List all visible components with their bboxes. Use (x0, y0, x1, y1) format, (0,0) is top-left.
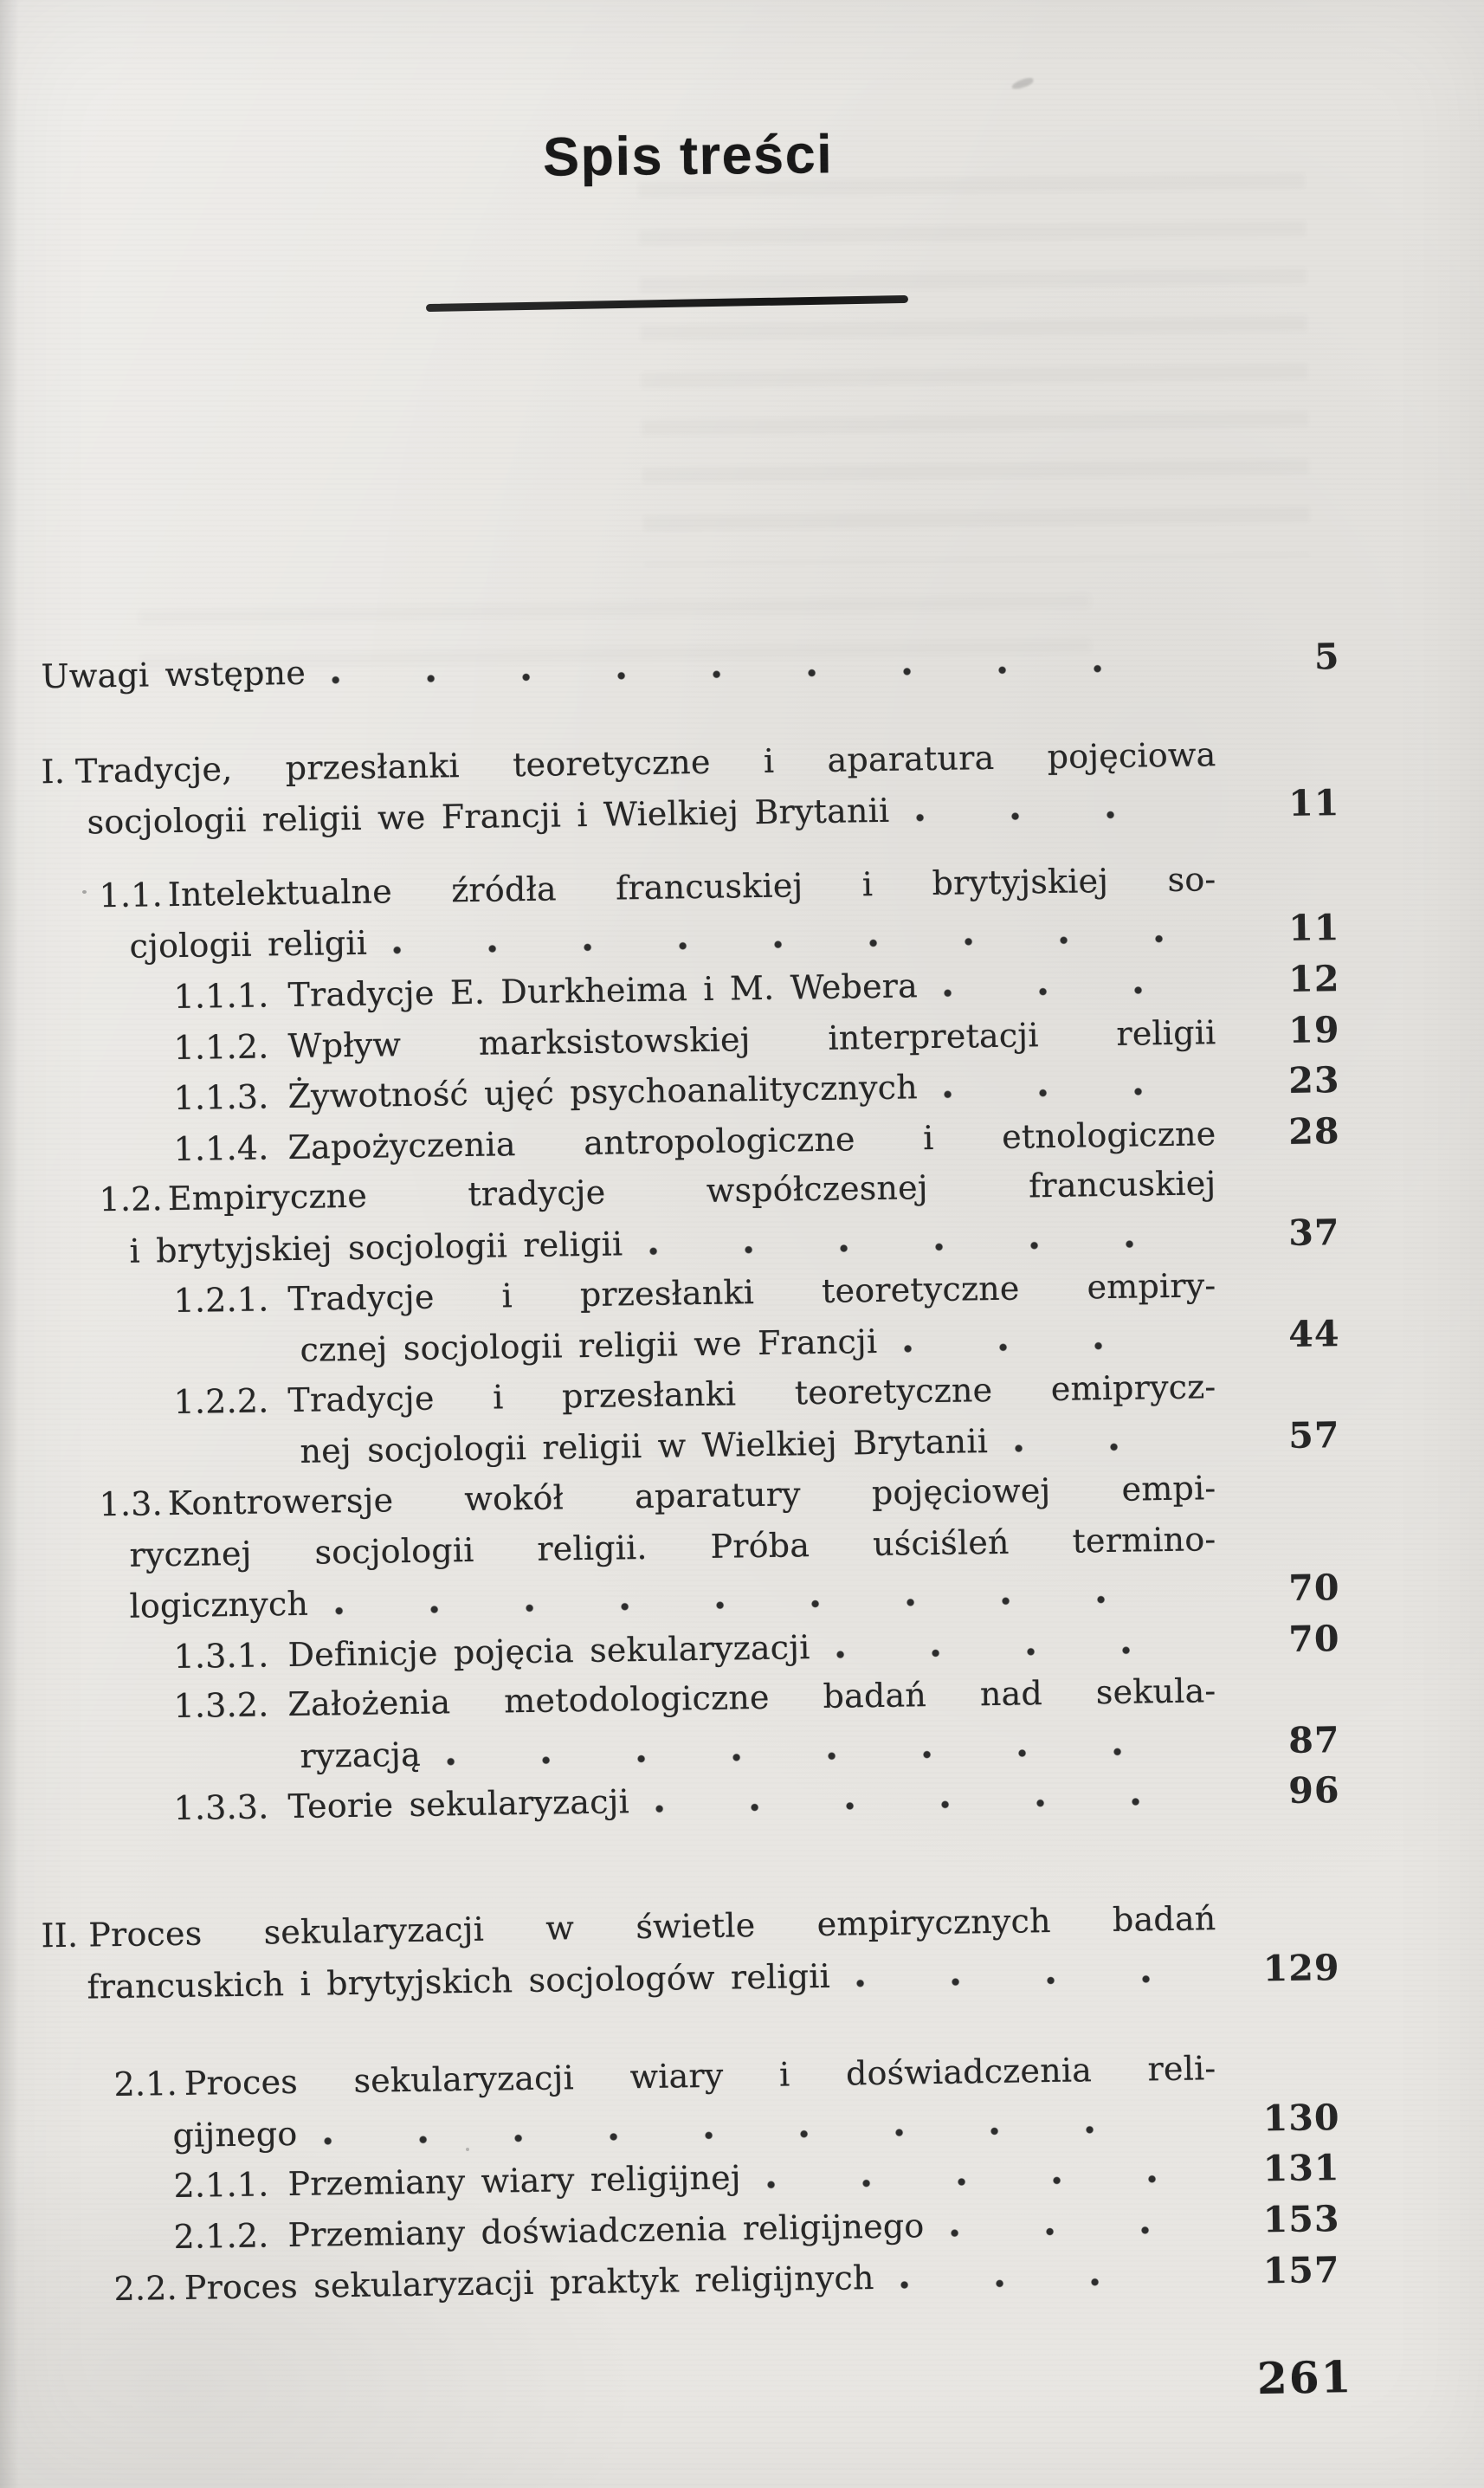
leader-dots (877, 1310, 1216, 1366)
entry-page-number: 11 (1287, 782, 1340, 825)
entry-page-number: 11 (1287, 907, 1340, 950)
entry-page-number (1216, 1396, 1340, 1398)
entry-number: 2.1.1. (173, 2165, 269, 2206)
entry-page-number (1216, 1548, 1340, 1550)
entry-number: 1.1.2. (173, 1026, 269, 1067)
entry-page-number: 23 (1287, 1059, 1340, 1102)
leader-dots (810, 1615, 1216, 1672)
entry-text: Intelektualne źródła francuskiej i brytyjskiej so- (167, 859, 1216, 914)
leader-dots (988, 1412, 1216, 1465)
entry-text: cznej socjologii religii we Francji (300, 1322, 878, 1369)
entry-number: II. (41, 1916, 79, 1955)
leader-dots (829, 1944, 1216, 2000)
entry-page-number (1216, 764, 1340, 766)
leader-dots (917, 1057, 1216, 1112)
entry-text: i brytyjskiej socjologii religii (129, 1225, 623, 1270)
entry-text: Żywotność ujęć psychoanalitycznych (287, 1068, 919, 1116)
entry-text: socjologii religii we Francji i Wielkiej Brytanii (87, 791, 890, 842)
leader-dots (740, 2145, 1216, 2203)
entry-number: 1.3.3. (173, 1787, 269, 1828)
entry-page-number: 70 (1287, 1617, 1340, 1660)
entry-text: logicznych (129, 1584, 309, 1625)
table-of-contents (0, 636, 1340, 2315)
leader-dots (924, 2195, 1216, 2251)
entry-text: francuskich i brytyjskich socjologów religii (87, 1956, 831, 2007)
entry-text: Tradycje, przesłanki teoretyczne i aparatura pojęciowa (74, 734, 1216, 791)
entry-number: 1.1.4. (173, 1128, 269, 1168)
leader-dots (874, 2246, 1216, 2302)
entry-page-number (1216, 1700, 1340, 1702)
entry-text: Przemiany wiary religijnej (287, 2158, 742, 2204)
entry-text: Definicje pojęcia sekularyzacji (287, 1627, 810, 1674)
entry-page-number: 37 (1287, 1211, 1340, 1254)
entry-page-number: 87 (1287, 1718, 1340, 1761)
entry-number: 1.1.3. (173, 1077, 269, 1118)
entry-number: 2.1.2. (173, 2216, 269, 2257)
entry-text: Tradycje E. Durkheima i M. Webera (287, 966, 919, 1015)
leader-dots (629, 1767, 1216, 1827)
entry-page-number (1216, 889, 1340, 890)
entry-number: 1.1.1. (173, 976, 269, 1016)
entry-page-number: 70 (1287, 1567, 1340, 1610)
entry-page-number (1216, 2078, 1340, 2079)
show-through-texture (638, 141, 1311, 566)
entry-text: Tradycje i przesłanki teoretyczne empiry- (287, 1265, 1216, 1318)
entry-page-number: 5 (1313, 636, 1340, 678)
entry-text: Założenia metodologiczne badań nad sekula- (287, 1671, 1216, 1724)
book-page-number: 261 (1256, 2351, 1353, 2404)
entry-number: 1.2.1. (173, 1279, 269, 1320)
entry-number: 1.3.1. (173, 1636, 269, 1676)
leader-dots (623, 1209, 1216, 1269)
entry-text: rycznej socjologii religii. Próba uściśleń termino- (129, 1519, 1216, 1574)
entry-text: Wpływ marksistowskiej interpretacji religii (287, 1012, 1216, 1065)
entry-page-number (1216, 1295, 1340, 1296)
entry-text: Proces sekularyzacji wiary i doświadczenia reli- (184, 2049, 1216, 2103)
entry-page-number (1216, 1497, 1340, 1499)
entry-page-number: 129 (1262, 1946, 1340, 1990)
entry-page-number: 131 (1262, 2147, 1340, 2190)
entry-number: 1.3. (99, 1484, 164, 1524)
entry-text: Teorie sekularyzacji (287, 1782, 630, 1826)
entry-text: cjologii religii (129, 924, 368, 966)
entry-text: Empiryczne tradycje współczesnej francuskiej (167, 1164, 1216, 1218)
entry-page-number: 44 (1287, 1313, 1340, 1356)
entry-text: Tradycje i przesłanki teoretyczne emiprycz- (287, 1367, 1216, 1419)
entry-number: 2.1. (113, 2065, 178, 2104)
entry-page-number: 96 (1287, 1769, 1340, 1813)
page-title: Spis treści (542, 124, 834, 188)
entry-page-number (1216, 1192, 1340, 1194)
entry-text: Proces sekularyzacji praktyk religijnych (184, 2258, 874, 2307)
entry-page-number (1216, 1928, 1340, 1929)
entry-page-number: 12 (1287, 958, 1340, 1000)
entry-number: 1.1. (99, 875, 164, 915)
leader-dots (917, 955, 1216, 1011)
entry-number: 1.3.2. (173, 1685, 269, 1726)
entry-page-number: 130 (1262, 2096, 1340, 2140)
entry-number: 1.2.2. (173, 1381, 269, 1421)
entry-number: 2.2. (113, 2268, 178, 2308)
entry-text: ryzacją (300, 1735, 422, 1775)
entry-page-number: 157 (1262, 2248, 1340, 2291)
entry-text: Proces sekularyzacji w świetle empirycznych badań (87, 1899, 1216, 1955)
entry-text: gijnego (172, 2114, 298, 2155)
entry-text: Kontrowersje wokół aparatury pojęciowej empi- (167, 1469, 1216, 1523)
entry-page-number: 153 (1262, 2198, 1340, 2241)
entry-number: 1.2. (99, 1179, 164, 1219)
entry-text: Zapożyczenia antropologiczne i etnologiczne (287, 1114, 1216, 1166)
entry-number: I. (41, 752, 66, 791)
leader-dots (889, 779, 1216, 835)
entry-page-number: 19 (1287, 1008, 1340, 1051)
entry-text: nej socjologii religii w Wielkiej Brytanii (300, 1422, 989, 1471)
entry-text: Uwagi wstępne (41, 653, 306, 696)
entry-page-number: 28 (1287, 1109, 1340, 1153)
entry-text: Przemiany doświadczenia religijnego (287, 2207, 925, 2255)
entry-page-number: 57 (1287, 1414, 1340, 1457)
ink-smudge (1010, 76, 1035, 91)
